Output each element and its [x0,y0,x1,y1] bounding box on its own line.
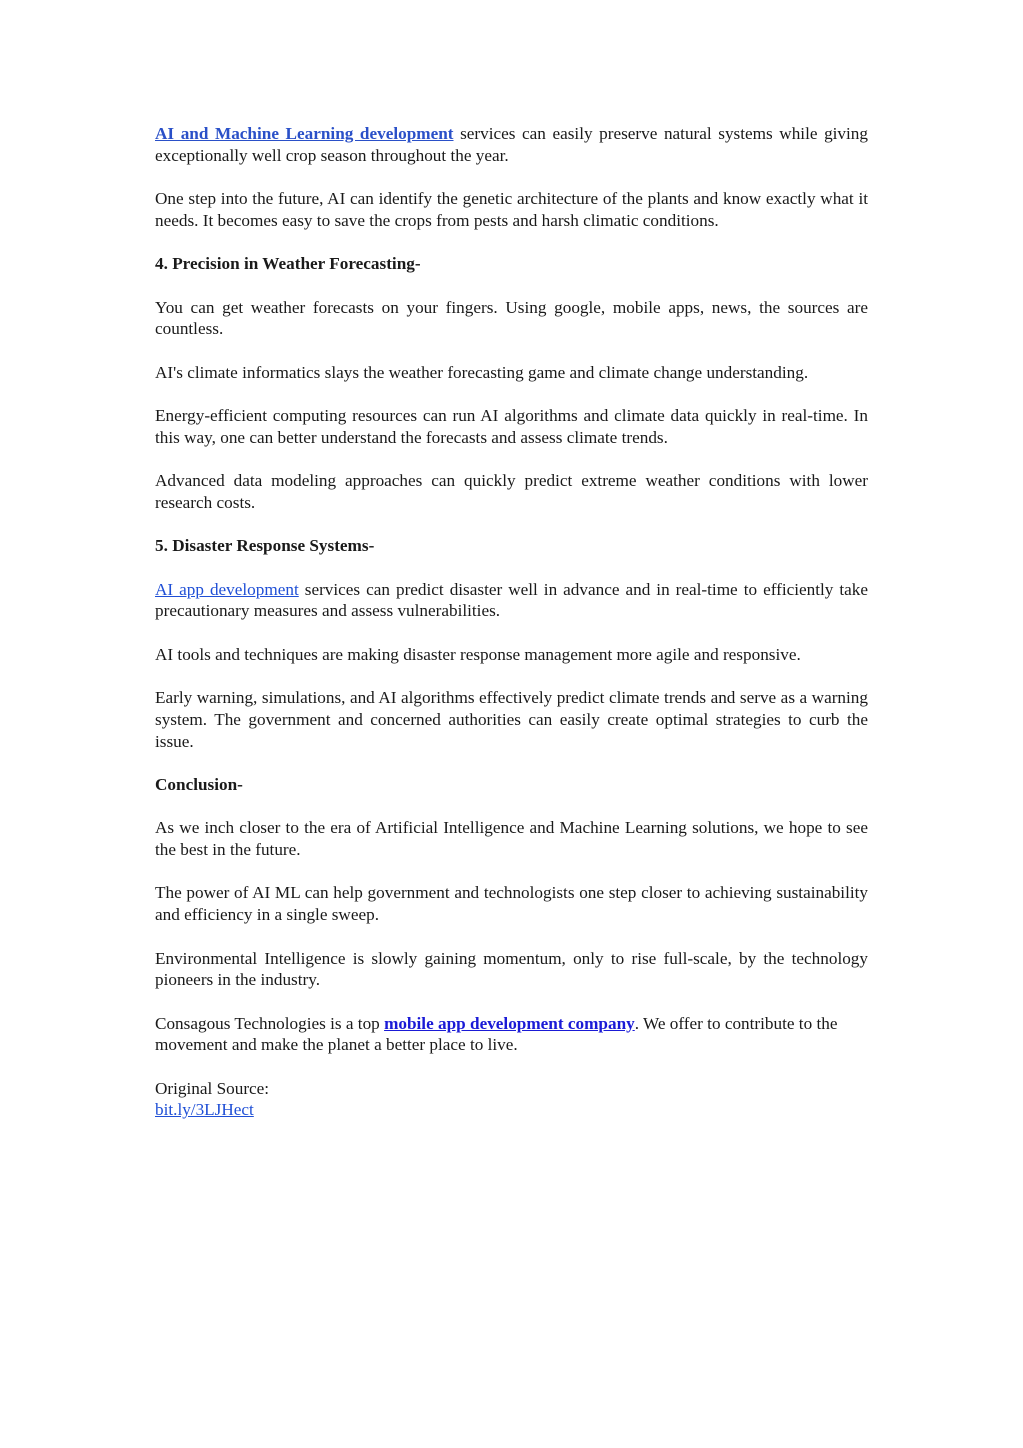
weather-paragraph-3: Energy-efficient computing resources can run AI algorithms and climate data quickly in real-time. In this way, one can better understand the forecasts and assess climate trends. [155,406,868,447]
weather-paragraph-4: Advanced data modeling approaches can quickly predict extreme weather conditions with lower research costs. [155,471,868,512]
weather-paragraph-1: You can get weather forecasts on your fingers. Using google, mobile apps, news, the sources are countless. [155,297,868,339]
document-page [155,123,868,1143]
section-heading-conclusion: Conclusion- [155,774,243,794]
weather-paragraph-2: AI's climate informatics slays the weather forecasting game and climate change understanding. [155,362,809,382]
conclusion-paragraph-4 [155,1013,868,1056]
conclusion-paragraph-1: As we inch closer to the era of Artificial Intelligence and Machine Learning solutions, we hope to see the best in the future. [155,818,868,860]
disaster-paragraph-3: Early warning, simulations, and AI algorithms effectively predict climate trends and serve as a warning system. The government and concerned authorities can easily create optimal strategies to curb the issue. [155,688,868,751]
disaster-paragraph-2: AI tools and techniques are making disaster response management more agile and responsive. [155,644,801,664]
section-heading-disaster: 5. Disaster Response Systems- [155,536,375,556]
source-label: Original Source: [155,1078,270,1098]
ai-app-development-link[interactable]: AI app development [155,579,299,599]
future-paragraph: One step into the future, AI can identify the genetic architecture of the plants and know exactly what it needs. It becomes easy to save the crops from pests and harsh climatic conditions. [155,189,868,230]
intro-paragraph [155,123,868,166]
conclusion-paragraph-3: Environmental Intelligence is slowly gaining momentum, only to rise full-scale, by the technology pioneers in the industry. [155,948,868,990]
intro-text: services can easily preserve natural systems while giving exceptionally well crop season throughout the year. [155,124,868,165]
conclusion-paragraph-4-end: . We offer to contribute to the movement and make the planet a better place to live. [155,1013,838,1055]
mobile-app-development-company-link[interactable]: mobile app development company [384,1013,635,1033]
disaster-paragraph-1 [155,579,868,622]
ai-ml-development-link[interactable]: AI and Machine Learning development [155,124,454,143]
disaster-paragraph-1-text: services can predict disaster well in advance and in real-time to efficiently take precautionary measures and assess vulnerabilities. [155,579,869,621]
conclusion-paragraph-4-start: Consagous Technologies is a top [155,1013,385,1033]
source-block [155,1078,868,1121]
conclusion-paragraph-2: The power of AI ML can help government and technologists one step closer to achieving sustainability and efficiency in a single sweep. [155,883,868,925]
source-link[interactable]: bit.ly/3LJHect [155,1100,254,1120]
section-heading-weather: 4. Precision in Weather Forecasting- [155,254,421,274]
